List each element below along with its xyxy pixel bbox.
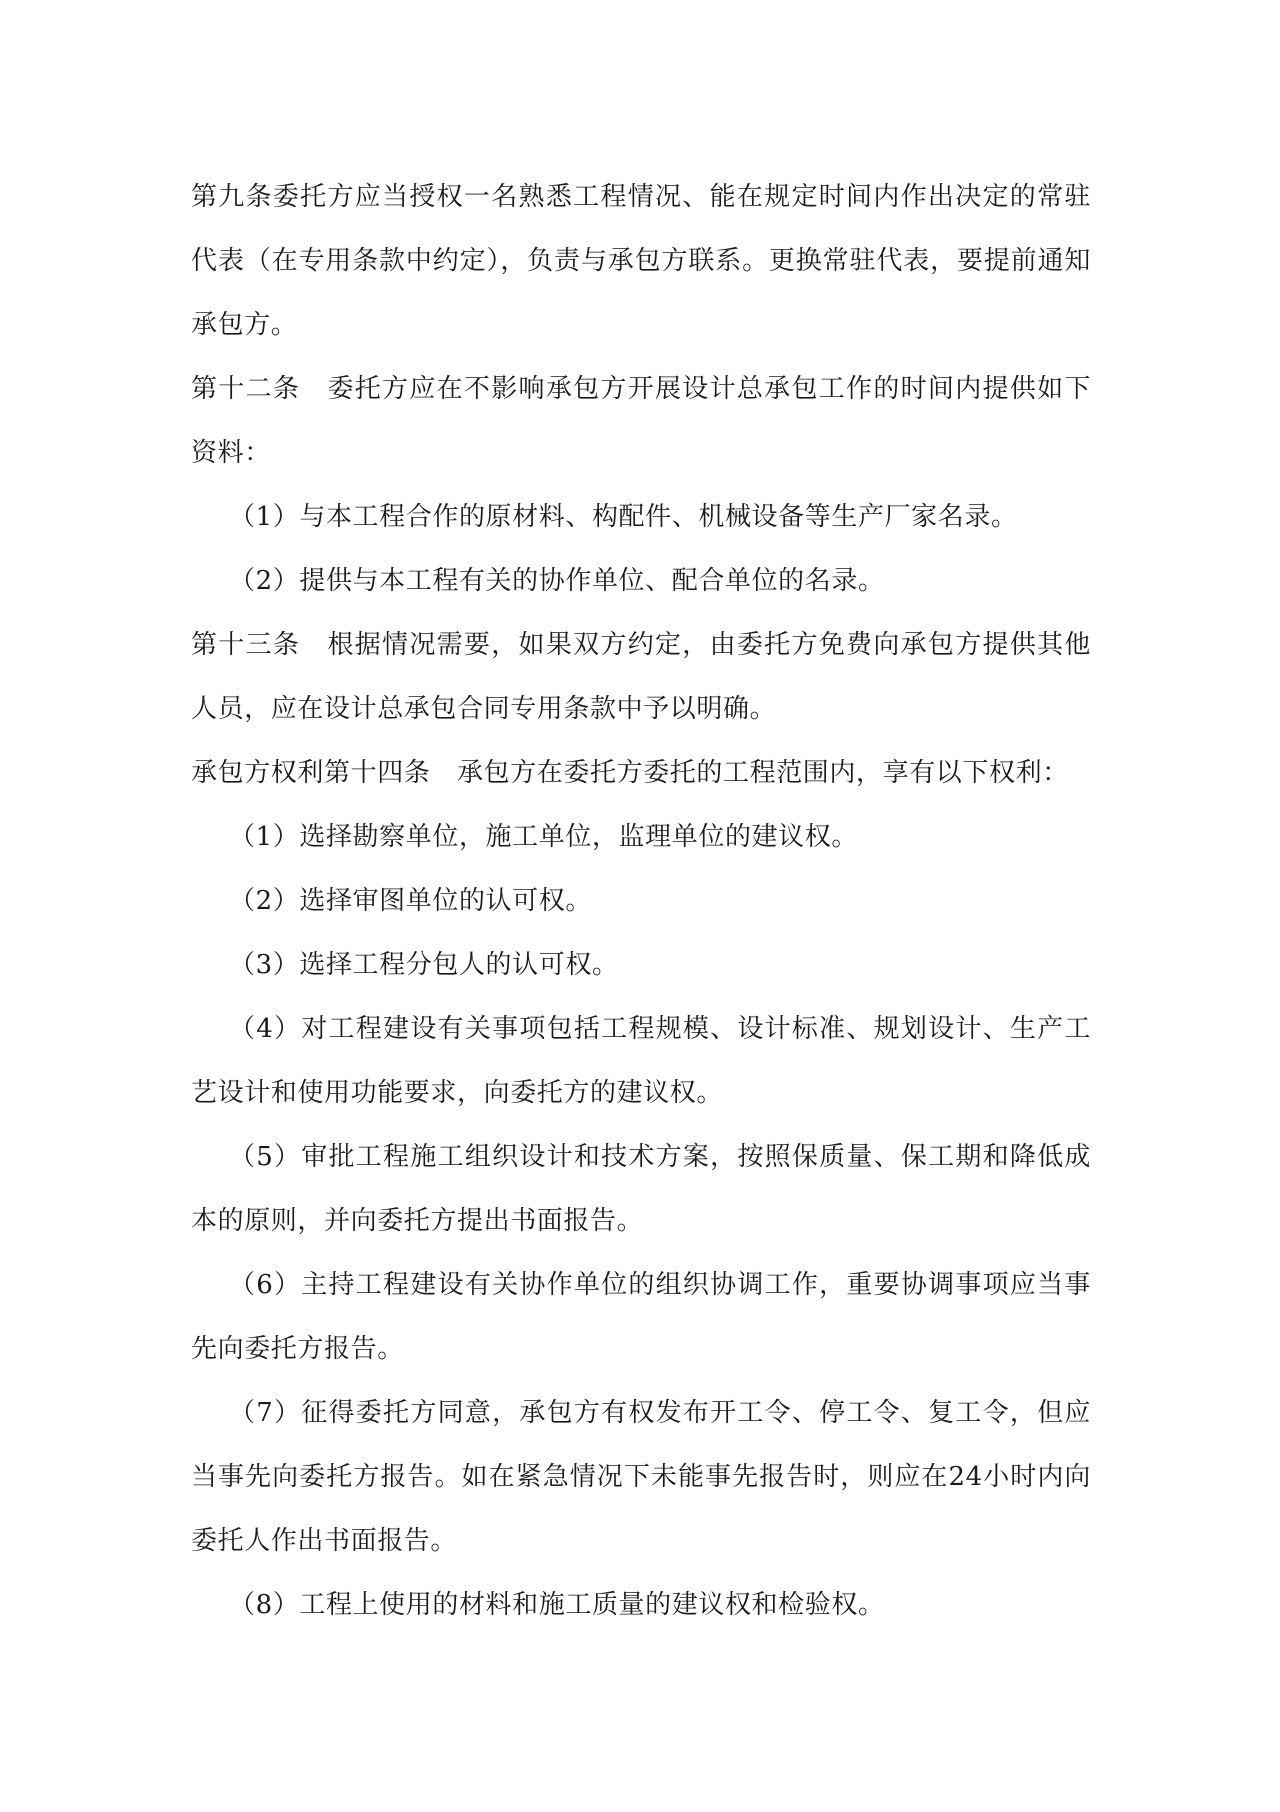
article-14-item-7: （7）征得委托方同意，承包方有权发布开工令、停工令、复工令，但应当事先向委托方报告。如在紧急情况下未能事先报告时，则应在24小时内向委托人作出书面报告。 [191, 1398, 1091, 1556]
article-12-item-1: （1）与本工程合作的原材料、构配件、机械设备等生产厂家名录。 [229, 502, 1018, 532]
document-body [191, 165, 1091, 1637]
article-14-item-6: （6）主持工程建设有关协作单位的组织协调工作，重要协调事项应当事先向委托方报告。 [191, 1270, 1091, 1364]
article-12-paragraph: 第十二条 委托方应在不影响承包方开展设计总承包工作的时间内提供如下资料： [191, 374, 1091, 468]
article-12-item-2: （2）提供与本工程有关的协作单位、配合单位的名录。 [229, 566, 885, 596]
article-14-item-2: （2）选择审图单位的认可权。 [229, 886, 592, 916]
article-14-item-8: （8）工程上使用的材料和施工质量的建议权和检验权。 [229, 1590, 885, 1620]
article-14-item-5: （5）审批工程施工组织设计和技术方案，按照保质量、保工期和降低成本的原则，并向委托方提出书面报告。 [191, 1142, 1091, 1236]
article-14-item-3: （3）选择工程分包人的认可权。 [229, 950, 619, 980]
article-14-item-1: （1）选择勘察单位，施工单位，监理单位的建议权。 [229, 822, 858, 852]
article-13-paragraph: 第十三条 根据情况需要，如果双方约定，由委托方免费向承包方提供其他人员，应在设计总承包合同专用条款中予以明确。 [191, 630, 1091, 724]
article-9-paragraph: 第九条委托方应当授权一名熟悉工程情况、能在规定时间内作出决定的常驻代表（在专用条款中约定），负责与承包方联系。更换常驻代表，要提前通知承包方。 [191, 182, 1091, 340]
article-14-paragraph: 承包方权利第十四条 承包方在委托方委托的工程范围内，享有以下权利： [191, 758, 1069, 788]
article-14-item-4: （4）对工程建设有关事项包括工程规模、设计标准、规划设计、生产工艺设计和使用功能要求，向委托方的建议权。 [191, 1014, 1091, 1108]
